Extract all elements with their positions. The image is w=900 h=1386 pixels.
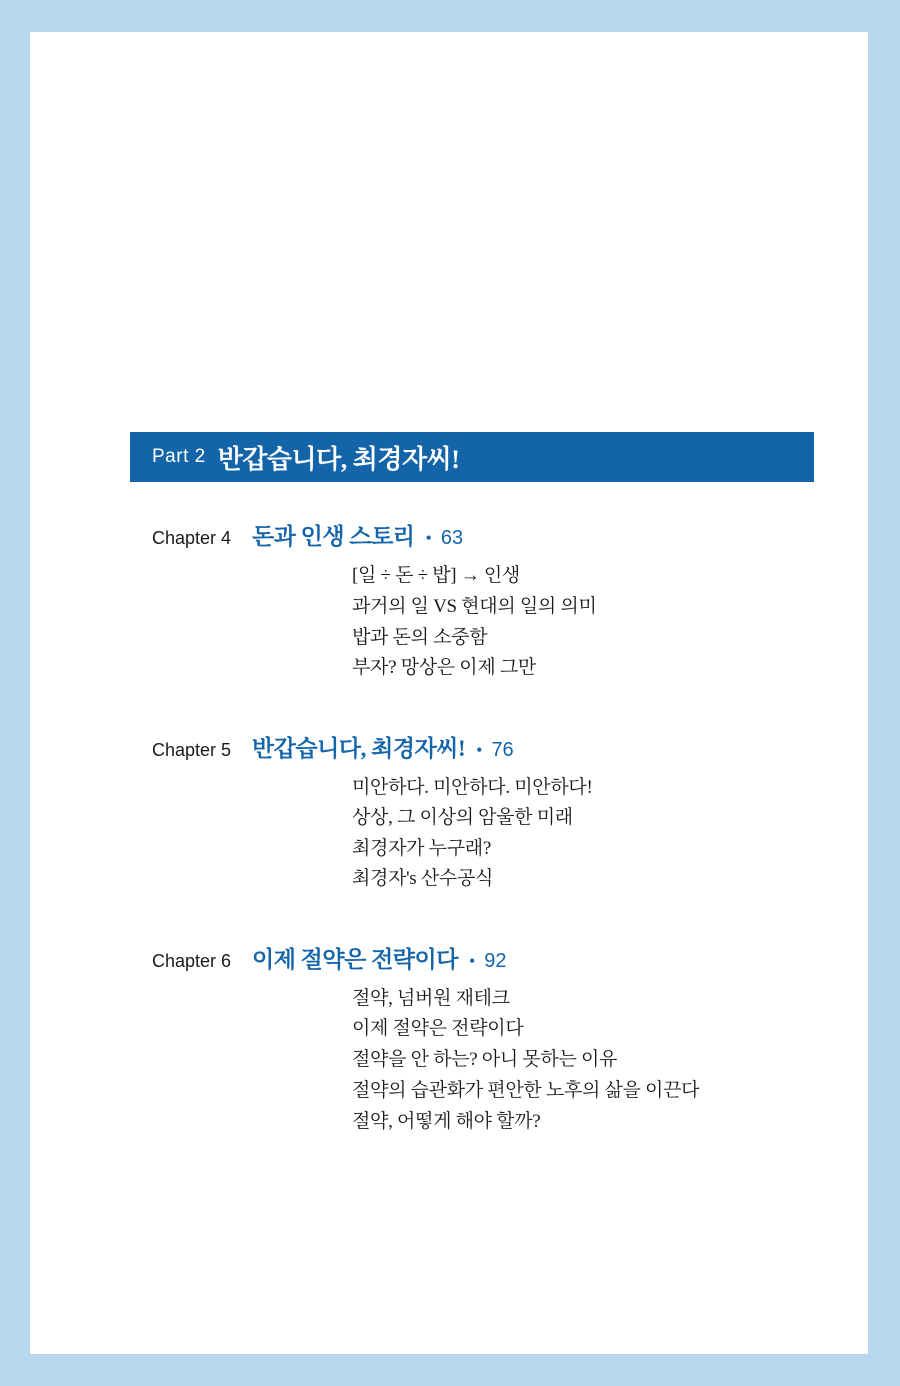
page-paper [30, 32, 868, 1354]
list-item: 절약의 습관화가 편안한 노후의 삶을 이끈다 [352, 1079, 700, 1101]
list-item: 이제 절약은 전략이다 [352, 1018, 524, 1040]
chapter-heading[interactable] [152, 730, 820, 763]
list-item: 최경자가 누구래? [352, 837, 491, 859]
list-item: 절약, 어떻게 해야 할까? [352, 1110, 541, 1132]
chapter-title: 이제 절약은 전략이다 [252, 946, 458, 972]
chapter-title: 돈과 인생 스토리 [252, 524, 415, 549]
list-item: 과거의 일 VS 현대의 일의 의미 [352, 595, 597, 617]
part-label: Part 2 [152, 446, 206, 467]
chapter-list [130, 518, 820, 1137]
table-of-contents [130, 432, 820, 1183]
chapter-entry [130, 518, 820, 684]
list-item: 미안하다. 미안하다. 미안하다! [352, 777, 593, 799]
list-item: 최경자's 산수공식 [352, 868, 494, 890]
part-banner [130, 432, 814, 482]
chapter-heading[interactable] [152, 941, 820, 974]
list-item: 절약, 넘버원 재테크 [352, 987, 510, 1009]
chapter-number: Chapter 6 [152, 950, 232, 971]
section-list [352, 773, 820, 895]
chapter-entry [130, 730, 820, 895]
section-list [352, 984, 820, 1138]
chapter-title: 반갑습니다, 최경자씨! [252, 736, 466, 762]
chapter-page-number: 63 [440, 527, 464, 549]
chapter-number: Chapter 4 [152, 528, 232, 548]
chapter-separator-dot: • [425, 528, 432, 548]
list-item: 밥과 돈의 소중함 [352, 626, 488, 648]
chapter-number: Chapter 5 [152, 740, 232, 761]
list-item: 상상, 그 이상의 암울한 미래 [352, 807, 573, 829]
list-item: [일 ÷ 돈 ÷ 밥] → 인생 [352, 565, 520, 586]
chapter-separator-dot: • [476, 740, 483, 761]
chapter-entry [130, 941, 820, 1138]
chapter-page-number: 76 [491, 739, 514, 762]
part-title: 반갑습니다, 최경자씨! [217, 444, 460, 474]
chapter-separator-dot: • [468, 950, 476, 971]
chapter-page-number: 92 [484, 949, 507, 972]
list-item: 절약을 안 하는? 아니 못하는 이유 [352, 1049, 618, 1071]
chapter-heading[interactable] [152, 518, 820, 551]
section-list [352, 561, 820, 684]
list-item: 부자? 망상은 이제 그만 [352, 657, 536, 679]
